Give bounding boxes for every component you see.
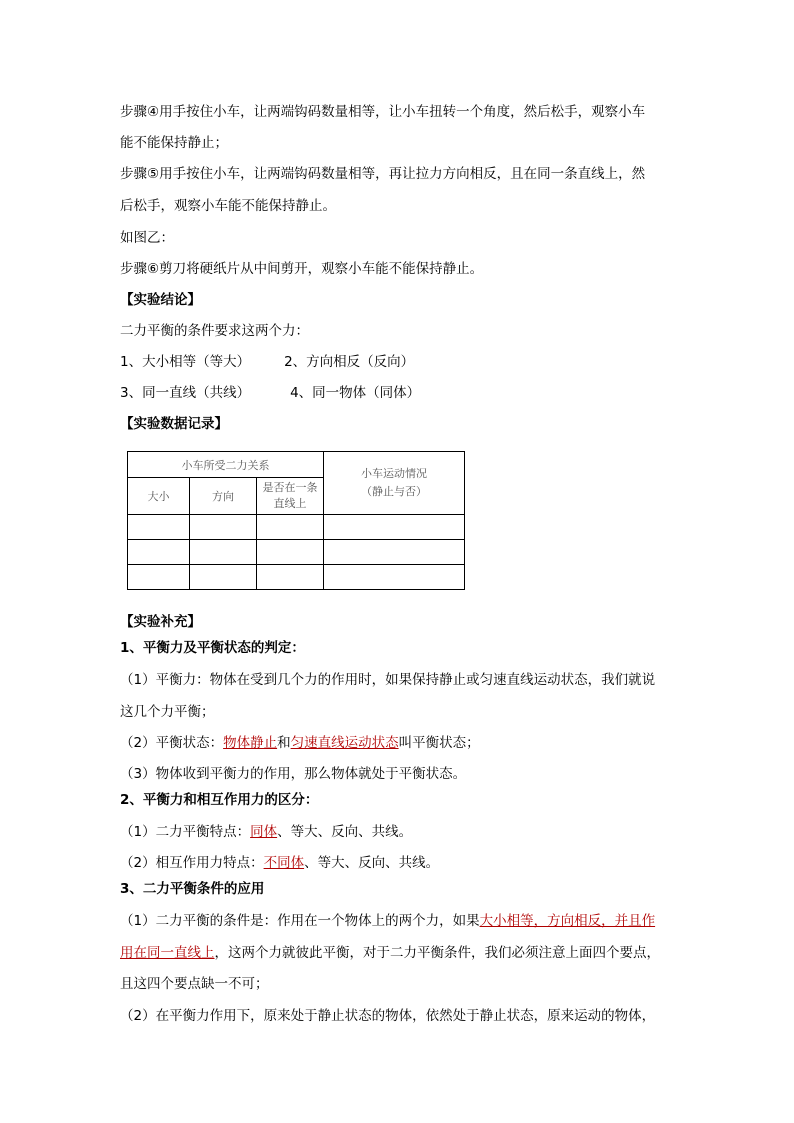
s1-p2-suffix: 叫平衡状态； (398, 735, 480, 751)
s3-title: 3、二力平衡条件的应用 (120, 881, 265, 897)
conclusion-intro: 二力平衡的条件要求这两个力： (120, 323, 309, 339)
table-cell (128, 565, 190, 590)
condition-2: 2、方向相反（反向） (284, 354, 415, 370)
s1-p3: （3）物体收到平衡力的作用，那么物体就处于平衡状态。 (120, 766, 467, 782)
s3-p2: （2）在平衡力作用下，原来处于静止状态的物体，依然处于静止状态，原来运动的物体， (120, 1008, 656, 1024)
condition-4: 4、同一物体（同体） (290, 385, 421, 401)
step6-line: 步骤⑥剪刀将硬纸片从中间剪开，观察小车能不能保持静止。 (120, 261, 484, 277)
table-group-header: 小车所受二力关系 (128, 452, 324, 478)
s3-p1-line2 (120, 943, 660, 963)
s2-title: 2、平衡力和相互作用力的区分： (120, 792, 319, 808)
s2-p1 (120, 822, 412, 842)
s2-p2-suffix: 、等大、反向、共线。 (304, 855, 440, 871)
sameline-line1: 是否在一条 (262, 481, 318, 494)
s1-p2-red2: 匀速直线运动状态 (290, 735, 399, 751)
table-row (128, 540, 465, 565)
step5-line1: 步骤⑤用手按住小车，让两端钩码数量相等，再让拉力方向相反，且在同一条直线上，然 (120, 166, 646, 182)
s1-p2-red1: 物体静止 (223, 735, 278, 751)
table-row (128, 565, 465, 590)
step5-line2: 后松手，观察小车能不能保持静止。 (120, 198, 336, 214)
data-record-table (127, 451, 465, 590)
conclusion-heading: 【实验结论】 (120, 292, 201, 308)
table-col-sameline (257, 478, 324, 515)
s1-p2 (120, 733, 480, 753)
s2-p1-red: 同体 (250, 824, 278, 840)
table-cell (128, 515, 190, 540)
table-cell (190, 540, 257, 565)
s3-p1-red2: 用在同一直线上 (120, 945, 215, 961)
condition-3: 3、同一直线（共线） (120, 385, 251, 401)
data-record-heading: 【实验数据记录】 (120, 416, 228, 432)
conclusion-row-2 (120, 383, 420, 403)
table-motion-header (324, 452, 465, 515)
s2-p1-suffix: 、等大、反向、共线。 (277, 824, 413, 840)
table-cell (257, 540, 324, 565)
table-cell (257, 515, 324, 540)
table-cell (257, 565, 324, 590)
table-cell (324, 540, 465, 565)
sameline-line2: 直线上 (273, 497, 307, 510)
s3-p1-line2-suffix: ，这两个力就彼此平衡，对于二力平衡条件，我们必须注意上面四个要点， (214, 945, 660, 961)
table-cell (190, 565, 257, 590)
s3-p1-prefix: （1）二力平衡的条件是：作用在一个物体上的两个力，如果 (120, 913, 480, 929)
table-cell (128, 540, 190, 565)
conclusion-row-1 (120, 352, 414, 372)
motion-header-line1: 小车运动情况 (361, 467, 427, 480)
table-cell (324, 565, 465, 590)
condition-1: 1、大小相等（等大） (120, 354, 251, 370)
s2-p2 (120, 853, 439, 873)
figure-b-label: 如图乙： (120, 230, 174, 246)
s1-p1-line1: （1）平衡力：物体在受到几个力的作用时，如果保持静止或匀速直线运动状态，我们就说 (120, 672, 656, 688)
s3-p1-red1: 大小相等，方向相反，并且作 (479, 913, 656, 929)
s3-p1-line3: 且这四个要点缺一不可； (120, 976, 269, 992)
step4-line2: 能不能保持静止； (120, 135, 228, 151)
motion-header-line2: （静止与否） (361, 485, 427, 498)
s2-p2-red: 不同体 (263, 855, 305, 871)
s3-p1-line1 (120, 911, 655, 931)
table-cell (190, 515, 257, 540)
s1-p2-mid: 和 (277, 735, 291, 751)
s1-p1-line2: 这几个力平衡； (120, 704, 215, 720)
table-col-direction: 方向 (190, 478, 257, 515)
supplement-heading: 【实验补充】 (120, 614, 201, 630)
s2-p2-prefix: （2）相互作用力特点： (120, 855, 264, 871)
step4-line1: 步骤④用手按住小车，让两端钩码数量相等，让小车扭转一个角度，然后松手，观察小车 (120, 104, 646, 120)
table-col-size: 大小 (128, 478, 190, 515)
s1-p2-prefix: （2）平衡状态： (120, 735, 224, 751)
table-row (128, 515, 465, 540)
s2-p1-prefix: （1）二力平衡特点： (120, 824, 251, 840)
table-cell (324, 515, 465, 540)
s1-title: 1、平衡力及平衡状态的判定： (120, 640, 305, 656)
